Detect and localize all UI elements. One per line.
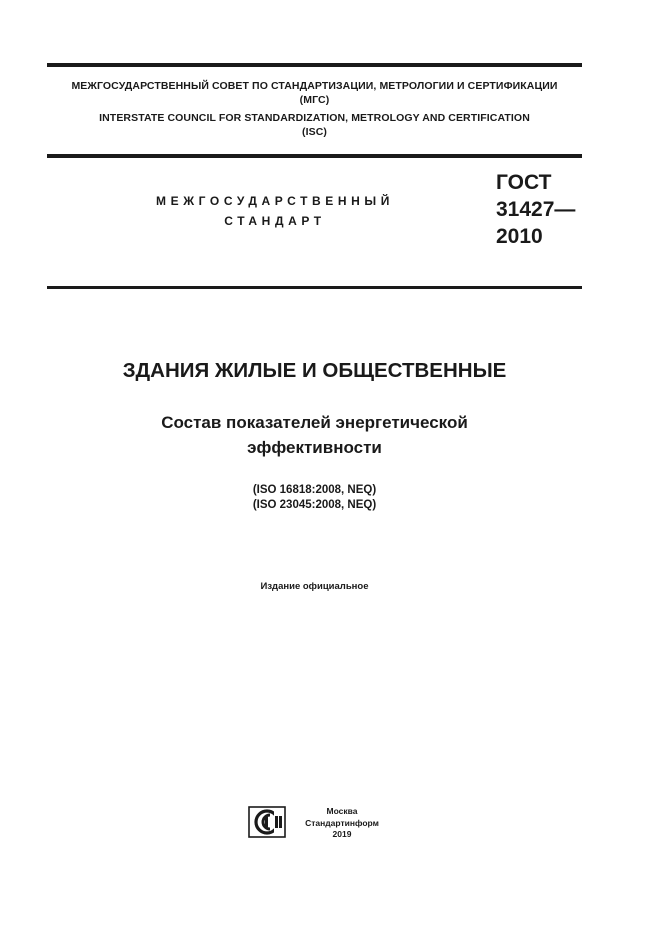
subtitle-line2: эффективности [247, 438, 382, 457]
gost-year: 2010 [496, 225, 543, 248]
edition-label: Издание официальное [260, 581, 369, 592]
top-rule [47, 63, 582, 67]
gost-number: 31427— [496, 198, 576, 221]
document-title: ЗДАНИЯ ЖИЛЫЕ И ОБЩЕСТВЕННЫЕ [122, 359, 507, 382]
publisher-city: Москва [326, 806, 358, 816]
bottom-rule [47, 286, 582, 289]
standard-kind-line1: МЕЖГОСУДАРСТВЕННЫЙ [156, 194, 394, 208]
standard-kind-line2: СТАНДАРТ [224, 214, 326, 228]
subtitle-line1: Состав показателей энергетической [161, 413, 468, 432]
middle-rule [47, 154, 582, 158]
publisher-name: Стандартинформ [305, 817, 379, 828]
council-ru-abbr: (МГС) [299, 94, 330, 106]
document-subtitle [47, 410, 582, 460]
council-ru [47, 79, 582, 107]
council-en-name: INTERSTATE COUNCIL FOR STANDARDIZATION, METROLOGY AND CERTIFICATION [99, 112, 530, 124]
publisher-block [292, 806, 392, 841]
standartinform-logo-icon [248, 806, 286, 838]
iso-ref-2: (ISO 23045:2008, NEQ) [252, 499, 377, 511]
council-ru-name: МЕЖГОСУДАРСТВЕННЫЙ СОВЕТ ПО СТАНДАРТИЗАЦИИ, МЕТРОЛОГИИ И СЕРТИФИКАЦИИ [71, 80, 558, 92]
council-en-abbr: (ISC) [302, 126, 327, 138]
iso-references [47, 483, 582, 513]
gost-prefix: ГОСТ [496, 171, 552, 194]
council-en [47, 111, 582, 139]
gost-designation [496, 169, 575, 250]
iso-ref-1: (ISO 16818:2008, NEQ) [252, 484, 377, 496]
publisher-year: 2019 [332, 829, 352, 839]
